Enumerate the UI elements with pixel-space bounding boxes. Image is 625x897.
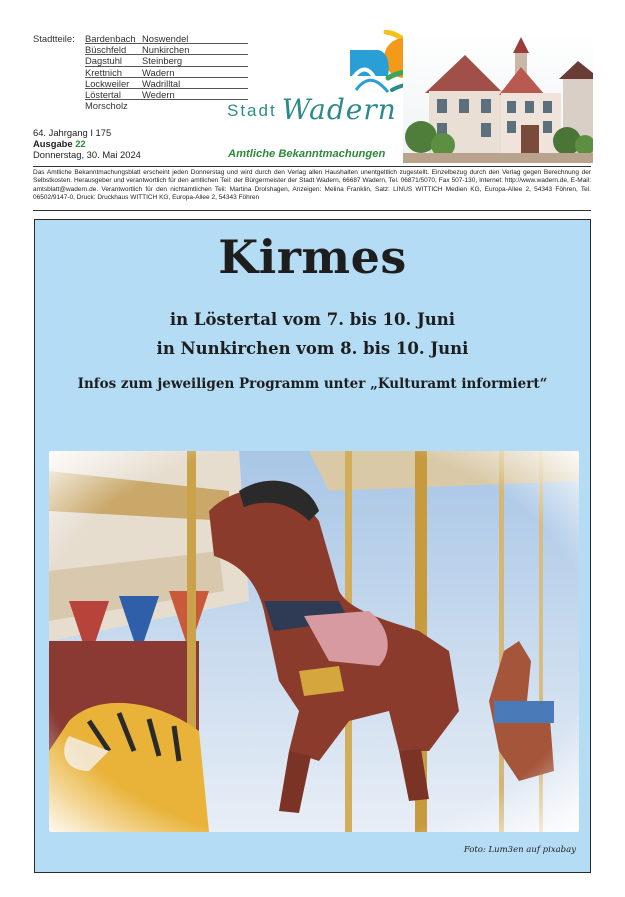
district-name: Steinberg <box>142 55 183 67</box>
district-name: Wadrilltal <box>142 77 181 89</box>
program-info-line: Infos zum jeweiligen Programm unter „Kulturamt informiert“ <box>77 376 548 392</box>
brand-logotype <box>227 93 397 126</box>
issue-date: Donnerstag, 30. Mai 2024 <box>33 149 141 161</box>
district-row <box>85 33 248 44</box>
district-row <box>85 67 248 78</box>
issue-info <box>33 127 141 161</box>
district-row <box>85 44 248 55</box>
district-name: Noswendel <box>142 33 189 44</box>
header-rule-top <box>33 166 591 167</box>
district-name <box>142 100 194 111</box>
district-row <box>85 78 248 89</box>
district-row <box>85 89 248 100</box>
district-name: Morscholz <box>85 100 128 112</box>
publisher-info: Das Amtliche Bekanntmachungsblatt erscheint jeden Donnerstag und wird durch den Verlag allen Haushalten unentgeltlich zugestellt. Einzelbezug durch den Verlag gegen Berechnung der Selbstkosten. Herausgeber und verantwortlich für den amtlichen Teil: der Bürgermeister der Stadt Wadern, 66687 Wadern, Tel. 06871/5070, Fax 507-130, Internet: http://www.wadern.de, E-Mail: amtsblatt@wadern.de. Verantwortlich für den nichtamtlichen Teil: Martina Drolshagen, Anzeigen: Melina Franklin, Satz: LINUS WITTICH Medien KG, Europa-Allee 2, 54343 Föhren, Tel. 06502/9147-0, Druck: Druckhaus WITTICH KG, Europa-Allee 2, 54343 Föhren <box>33 169 591 201</box>
district-name: Wadern <box>142 66 175 78</box>
volume: 64. Jahrgang I 175 <box>33 127 112 138</box>
district-name: Krettnich <box>85 66 122 78</box>
brand-small: Stadt <box>227 101 277 120</box>
date-line-nunkirchen: in Nunkirchen vom 8. bis 10. Juni <box>156 339 469 358</box>
headline: Kirmes <box>218 230 407 284</box>
districts-label: Stadtteile: <box>33 33 75 44</box>
carousel-horse-photo-icon <box>49 451 579 832</box>
district-row <box>85 100 248 111</box>
brand-large: Wadern <box>281 93 397 126</box>
district-name: Bardenbach <box>85 33 136 44</box>
town-hall-photo-icon <box>403 33 593 163</box>
issue-number: 22 <box>75 138 86 150</box>
tagline: Amtliche Bekanntmachungen <box>228 148 386 160</box>
district-row <box>85 55 248 66</box>
district-name: Dagstuhl <box>85 55 123 67</box>
districts-grid <box>85 33 248 111</box>
district-name: Lockweiler <box>85 77 130 89</box>
district-name: Wedern <box>142 88 175 100</box>
district-name: Nunkirchen <box>142 44 190 56</box>
kirmes-announcement <box>34 219 591 873</box>
photo-credit: Foto: Lum3en auf pixabay <box>463 845 576 855</box>
header-rule-bottom <box>33 210 591 211</box>
date-line-loestertal: in Löstertal vom 7. bis 10. Juni <box>169 310 456 329</box>
issue-label: Ausgabe <box>33 138 73 150</box>
district-name: Löstertal <box>85 88 121 100</box>
district-name: Büschfeld <box>85 44 127 56</box>
